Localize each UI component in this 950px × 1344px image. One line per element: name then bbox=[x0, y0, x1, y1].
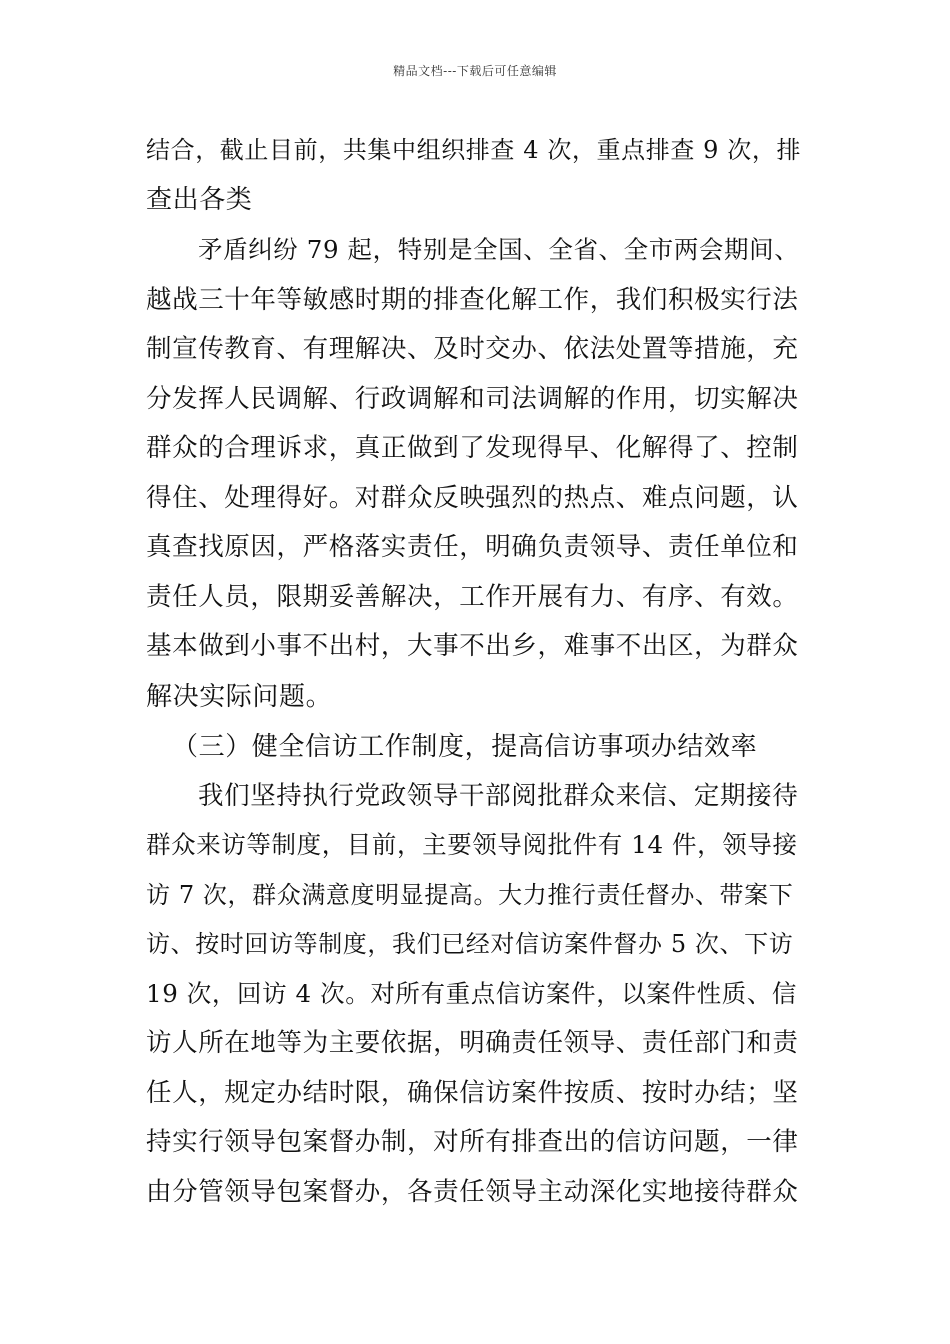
body-line: 矛盾纠纷 79 起，特别是全国、全省、全市两会期间、 bbox=[198, 235, 800, 264]
body-line: 解决实际问题。 bbox=[146, 682, 333, 712]
body-line: 我们坚持执行党政领导干部阅批群众来信、定期接待 bbox=[198, 781, 799, 811]
body-line: 结合，截止目前，共集中组织排查 4 次，重点排查 9 次，排 bbox=[146, 136, 802, 164]
body-line: 访、按时回访等制度，我们已经对信访案件督办 5 次、下访 bbox=[146, 930, 794, 958]
body-line: 群众的合理诉求，真正做到了发现得早、化解得了、控制 bbox=[146, 433, 799, 463]
body-line: 任人，规定办结时限，确保信访案件按质、按时办结；坚 bbox=[146, 1078, 799, 1108]
body-line: 群众来访等制度，目前，主要领导阅批件有 14 件，领导接 bbox=[146, 830, 798, 859]
body-line: 访 7 次，群众满意度明显提高。大力推行责任督办、带案下 bbox=[146, 881, 794, 909]
section-heading: （三）健全信访工作制度，提高信访事项办结效率 bbox=[172, 732, 758, 762]
body-line: 访人所在地等为主要依据，明确责任领导、责任部门和责 bbox=[146, 1028, 799, 1058]
body-line: 得住、处理得好。对群众反映强烈的热点、难点问题，认 bbox=[146, 483, 799, 513]
page-header: 精品文档---下载后可任意编辑 bbox=[393, 64, 557, 78]
body-line: 持实行领导包案督办制，对所有排查出的信访问题，一律 bbox=[146, 1127, 799, 1157]
body-line: 查出各类 bbox=[146, 185, 253, 215]
body-line: 真查找原因，严格落实责任，明确负责领导、责任单位和 bbox=[146, 532, 799, 562]
body-line: 越战三十年等敏感时期的排查化解工作，我们积极实行法 bbox=[146, 285, 799, 315]
body-line: 制宣传教育、有理解决、及时交办、依法处置等措施，充 bbox=[146, 334, 799, 364]
body-line: 分发挥人民调解、行政调解和司法调解的作用，切实解决 bbox=[146, 384, 799, 414]
body-line: 19 次，回访 4 次。对所有重点信访案件，以案件性质、信 bbox=[146, 979, 798, 1008]
body-line: 责任人员，限期妥善解决，工作开展有力、有序、有效。 bbox=[146, 582, 799, 612]
body-line: 由分管领导包案督办，各责任领导主动深化实地接待群众 bbox=[146, 1177, 799, 1207]
body-line: 基本做到小事不出村，大事不出乡，难事不出区，为群众 bbox=[146, 631, 799, 661]
